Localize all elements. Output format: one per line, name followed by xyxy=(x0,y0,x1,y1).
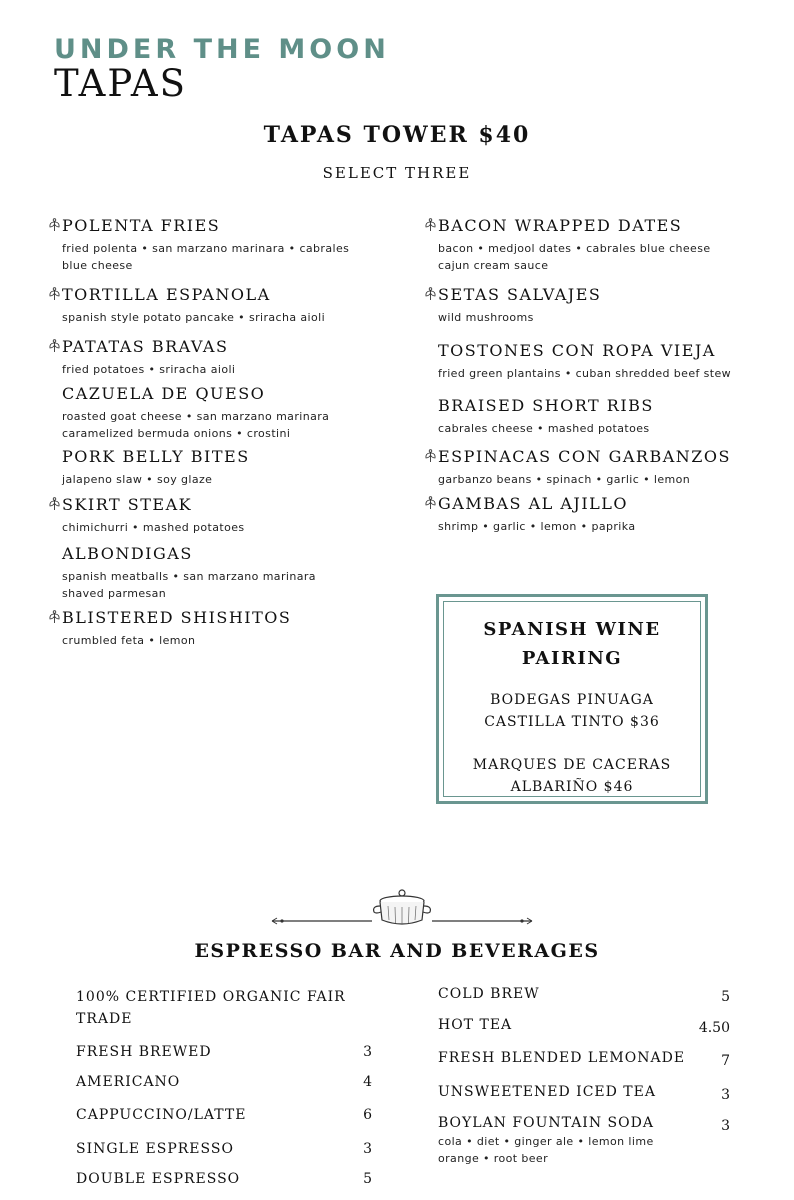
description-line: caramelized bermuda onions • crostini xyxy=(62,427,291,440)
description-line: cola • diet • ginger ale • lemon lime xyxy=(438,1135,654,1148)
beverage-name-line: 100% CERTIFIED ORGANIC FAIR xyxy=(76,989,346,1005)
beverage-price: 5 xyxy=(721,989,730,1005)
beverage-name xyxy=(76,1104,246,1126)
description-line: blue cheese xyxy=(62,259,133,272)
beverage-name-line: FRESH BREWED xyxy=(76,1044,212,1060)
wine-title-line1: SPANISH WINE xyxy=(483,619,661,640)
tapas-left-item-description xyxy=(62,471,212,488)
tapas-left-item-name: PORK BELLY BITES xyxy=(62,447,250,466)
wine-pairing-title xyxy=(439,615,705,673)
tapas-tower-title: TAPAS TOWER $40 xyxy=(263,122,531,148)
sprig-icon xyxy=(48,497,61,511)
beverage-name: HOT TEA xyxy=(438,1017,513,1033)
sprig-icon xyxy=(48,218,61,232)
description-line: fried polenta • san marzano marinara • cabrales xyxy=(62,242,350,255)
tapas-left-item-description xyxy=(62,632,195,649)
beverage-description xyxy=(438,1133,654,1167)
tapas-left-item-name: CAZUELA DE QUESO xyxy=(62,384,266,403)
description-line: cajun cream sauce xyxy=(438,259,549,272)
tapas-left-item-name: PATATAS BRAVAS xyxy=(62,337,229,356)
description-line: garbanzo beans • spinach • garlic • lemon xyxy=(438,473,691,486)
beverage-name: COLD BREW xyxy=(438,986,540,1002)
tapas-left-item-name: TORTILLA ESPANOLA xyxy=(62,285,271,304)
brand-name-top: UNDER THE MOON xyxy=(54,34,390,65)
description-line: spanish style potato pancake • sriracha aioli xyxy=(62,311,326,324)
beverages-title: ESPRESSO BAR AND BEVERAGES xyxy=(194,940,600,962)
tapas-right-item-name: TOSTONES CON ROPA VIEJA xyxy=(438,341,716,360)
cooking-pot-divider-icon xyxy=(268,884,536,930)
tapas-left-item-name: SKIRT STEAK xyxy=(62,495,193,514)
tapas-right-item-description xyxy=(438,309,534,326)
sprig-icon xyxy=(424,287,437,301)
beverage-price: 3 xyxy=(363,1141,372,1157)
wine-1-line1: BODEGAS PINUAGA xyxy=(490,692,654,708)
beverage-price: 5 xyxy=(363,1171,372,1187)
sprig-icon xyxy=(48,287,61,301)
beverage-name xyxy=(76,1071,180,1093)
beverage-price: 4 xyxy=(363,1074,372,1090)
description-line: jalapeno slaw • soy glaze xyxy=(62,473,213,486)
wine-2-line2: ALBARIÑO $46 xyxy=(510,779,634,795)
beverage-name-line: TRADE xyxy=(76,1011,133,1027)
brand-name-bottom: TAPAS xyxy=(54,62,187,105)
wine-2 xyxy=(439,754,705,798)
sprig-icon xyxy=(424,218,437,232)
beverage-price: 6 xyxy=(363,1107,372,1123)
tapas-left-item-name: ALBONDIGAS xyxy=(62,544,193,563)
wine-2-line1: MARQUES DE CACERAS xyxy=(472,757,672,773)
tapas-right-item-description xyxy=(438,420,650,437)
tapas-left-item-name: POLENTA FRIES xyxy=(62,216,221,235)
tapas-left-item-description xyxy=(62,519,245,536)
tapas-left-item-description xyxy=(62,309,325,326)
tapas-right-item-name: SETAS SALVAJES xyxy=(438,285,602,304)
tapas-tower-subtitle: SELECT THREE xyxy=(322,164,472,182)
description-line: crumbled feta • lemon xyxy=(62,634,196,647)
beverage-name-line: DOUBLE ESPRESSO xyxy=(76,1171,241,1187)
beverage-price: 4.50 xyxy=(698,1020,730,1036)
tapas-left-item-description xyxy=(62,568,316,602)
description-line: bacon • medjool dates • cabrales blue cheese xyxy=(438,242,711,255)
sprig-icon xyxy=(48,339,61,353)
tapas-left-item-description xyxy=(62,408,329,442)
description-line: shrimp • garlic • lemon • paprika xyxy=(438,520,636,533)
beverage-price: 7 xyxy=(721,1053,730,1069)
beverage-name xyxy=(76,1168,240,1190)
tapas-right-item-name: GAMBAS AL AJILLO xyxy=(438,494,628,513)
tapas-left-item-name: BLISTERED SHISHITOS xyxy=(62,608,292,627)
description-line: wild mushrooms xyxy=(438,311,534,324)
sprig-icon xyxy=(424,449,437,463)
description-line: fried green plantains • cuban shredded beef stew xyxy=(438,367,732,380)
tapas-right-item-description xyxy=(438,518,635,535)
beverage-name: UNSWEETENED ICED TEA xyxy=(438,1084,656,1100)
sprig-icon xyxy=(48,610,61,624)
tapas-left-item-description xyxy=(62,361,235,378)
tapas-right-item-description xyxy=(438,365,731,382)
sprig-icon xyxy=(424,496,437,510)
wine-1-line2: CASTILLA TINTO $36 xyxy=(484,714,660,730)
tapas-left-item-description xyxy=(62,240,349,274)
beverage-price: 3 xyxy=(721,1087,730,1103)
description-line: cabrales cheese • mashed potatoes xyxy=(438,422,650,435)
tapas-right-item-name: ESPINACAS CON GARBANZOS xyxy=(438,447,731,466)
description-line: fried potatoes • sriracha aioli xyxy=(62,363,236,376)
wine-1 xyxy=(439,689,705,733)
tapas-right-item-name: BACON WRAPPED DATES xyxy=(438,216,683,235)
beverage-name-line: SINGLE ESPRESSO xyxy=(76,1141,234,1157)
wine-title-line2: PAIRING xyxy=(521,648,623,669)
beverage-name-line: AMERICANO xyxy=(76,1074,181,1090)
description-line: spanish meatballs • san marzano marinara xyxy=(62,570,316,583)
beverage-price: 3 xyxy=(721,1118,730,1134)
tapas-right-item-description xyxy=(438,240,711,274)
beverage-name xyxy=(76,1138,234,1160)
tapas-right-item-name: BRAISED SHORT RIBS xyxy=(438,396,654,415)
description-line: orange • root beer xyxy=(438,1152,548,1165)
beverage-price: 3 xyxy=(363,1044,372,1060)
wine-pairing-box xyxy=(436,594,708,804)
beverage-name xyxy=(76,1041,212,1063)
description-line: shaved parmesan xyxy=(62,587,167,600)
beverage-name xyxy=(76,986,346,1030)
beverage-name: FRESH BLENDED LEMONADE xyxy=(438,1050,686,1066)
beverage-name: BOYLAN FOUNTAIN SODA xyxy=(438,1115,654,1131)
tapas-right-item-description xyxy=(438,471,690,488)
description-line: roasted goat cheese • san marzano marinara xyxy=(62,410,330,423)
description-line: chimichurri • mashed potatoes xyxy=(62,521,245,534)
beverage-name-line: CAPPUCCINO/LATTE xyxy=(76,1107,247,1123)
